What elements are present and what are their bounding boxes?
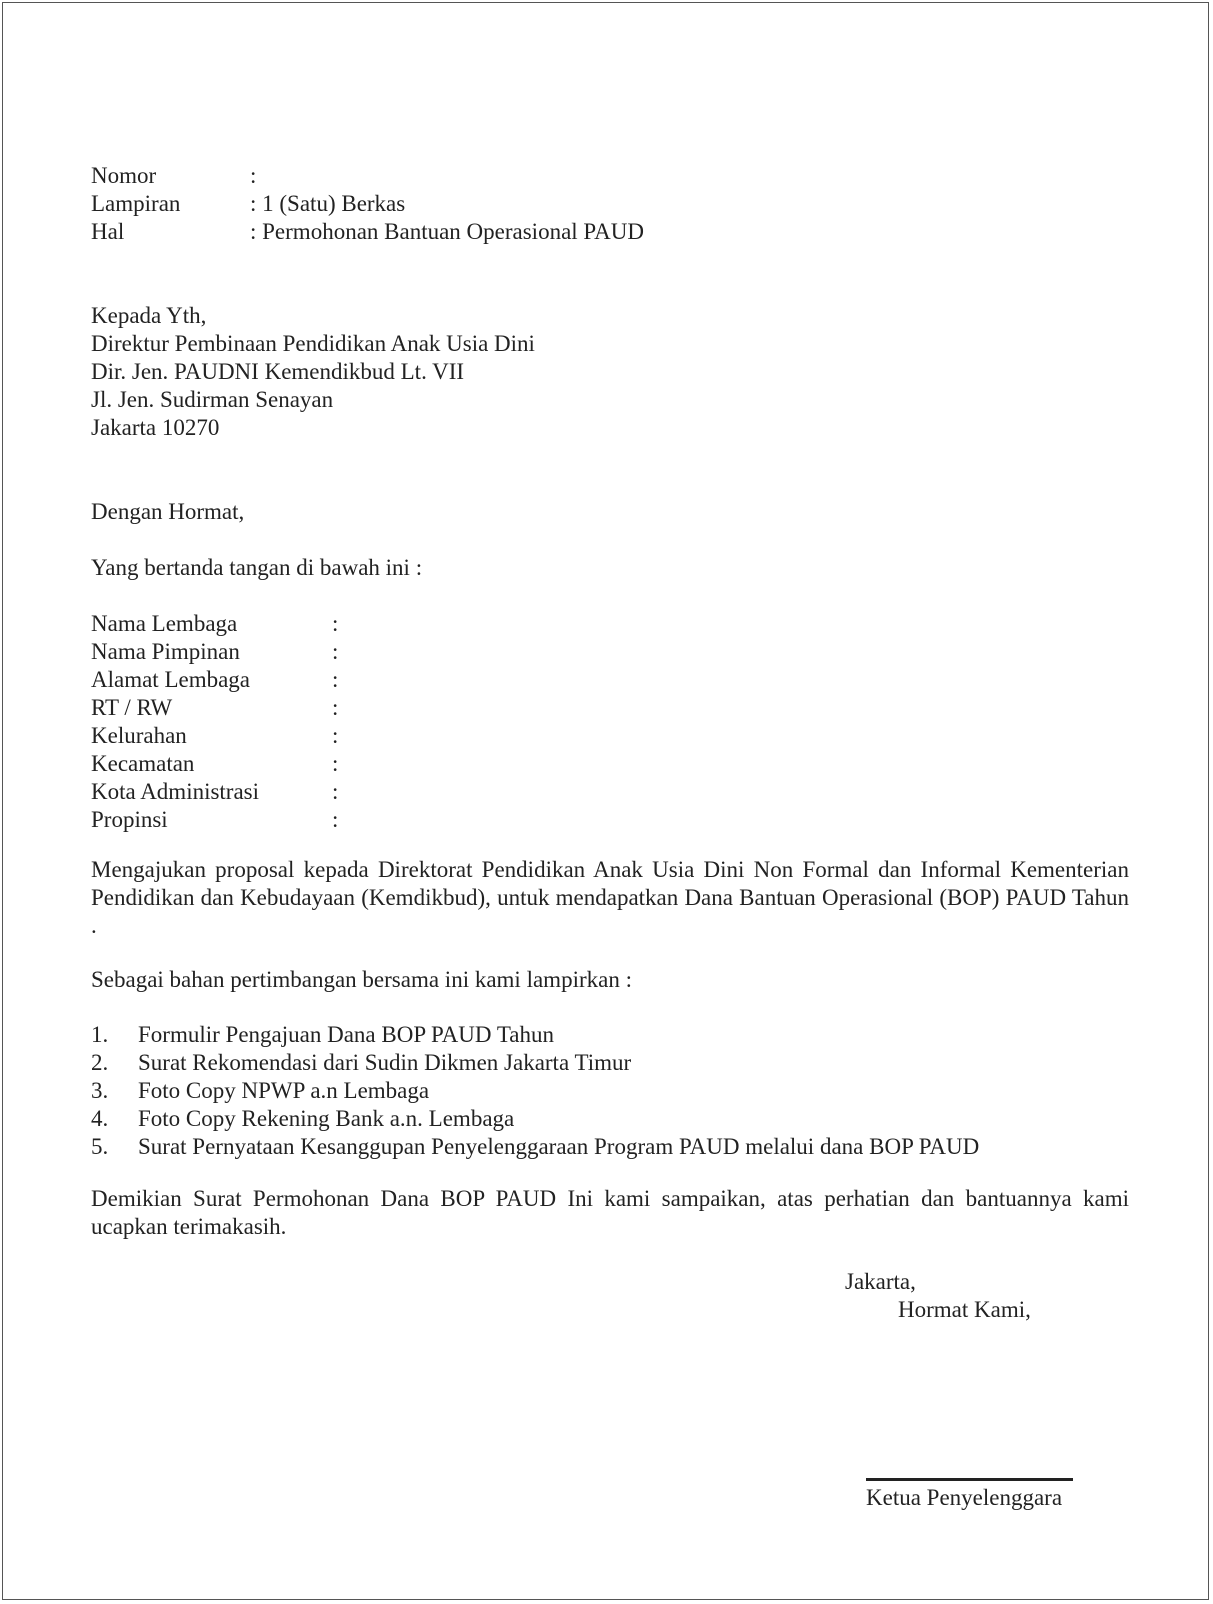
field-separator: : [332, 695, 339, 720]
field-label: Nama Lembaga [91, 611, 238, 636]
signature-line [866, 1478, 1073, 1481]
nomor-label: Nomor [91, 163, 157, 188]
list-item-text: Foto Copy NPWP a.n Lembaga [138, 1078, 430, 1103]
field-label: RT / RW [91, 695, 173, 720]
header-row-lampiran [91, 190, 644, 218]
list-item-number: 3. [91, 1078, 109, 1103]
intro-text: Yang bertanda tangan di bawah ini : [91, 555, 423, 580]
lampiran-value: : 1 (Satu) Berkas [250, 191, 406, 216]
signature-title: Ketua Penyelenggara [866, 1485, 1063, 1510]
list-item-number: 2. [91, 1050, 109, 1075]
header-row-nomor [91, 162, 644, 190]
field-separator: : [332, 807, 339, 832]
field-label: Kelurahan [91, 723, 187, 748]
field-row [91, 806, 338, 834]
list-item-number: 4. [91, 1106, 109, 1131]
letter-header [91, 162, 644, 246]
hal-label: Hal [91, 219, 125, 244]
recipient-line: Direktur Pembinaan Pendidikan Anak Usia Dini [91, 331, 535, 356]
attachments-intro: Sebagai bahan pertimbangan bersama ini kami lampirkan : [91, 967, 632, 992]
nomor-value: : [250, 163, 257, 188]
lampiran-label: Lampiran [91, 191, 181, 216]
list-item [91, 1077, 979, 1105]
hal-value: : Permohonan Bantuan Operasional PAUD [250, 219, 644, 244]
field-separator: : [332, 667, 339, 692]
field-row [91, 750, 338, 778]
field-row [91, 694, 338, 722]
signature-place: Jakarta, [845, 1269, 916, 1294]
field-separator: : [332, 611, 339, 636]
field-label: Kecamatan [91, 751, 195, 776]
list-item-text: Formulir Pengajuan Dana BOP PAUD Tahun [138, 1022, 554, 1047]
list-item [91, 1105, 979, 1133]
header-row-hal [91, 218, 644, 246]
field-row [91, 666, 338, 694]
field-separator: : [332, 723, 339, 748]
list-item [91, 1049, 979, 1077]
field-row [91, 722, 338, 750]
list-item-number: 5. [91, 1134, 109, 1159]
list-item-text: Surat Pernyataan Kesanggupan Penyelenggaraan Program PAUD melalui dana BOP PAUD [138, 1134, 980, 1159]
greeting: Dengan Hormat, [91, 499, 245, 524]
field-label: Nama Pimpinan [91, 639, 240, 664]
recipient-line: Jl. Jen. Sudirman Senayan [91, 387, 334, 412]
field-separator: : [332, 751, 339, 776]
recipient-line: Kepada Yth, [91, 303, 207, 328]
field-separator: : [332, 639, 339, 664]
closing-paragraph: Demikian Surat Permohonan Dana BOP PAUD Ini kami sampaikan, atas perhatian dan bantuannya kami ucapkan terimakasih. [91, 1186, 1129, 1239]
field-row [91, 610, 338, 638]
institution-fields [91, 610, 338, 834]
proposal-paragraph: Mengajukan proposal kepada Direktorat Pendidikan Anak Usia Dini Non Formal dan Informal Kementerian Pendidikan dan Kebudayaan (Kemdikbud), untuk mendapatkan Dana Bantuan Operasional (BOP) PAUD Tahun . [91, 857, 1187, 938]
recipient-line: Dir. Jen. PAUDNI Kemendikbud Lt. VII [91, 359, 465, 384]
field-separator: : [332, 779, 339, 804]
list-item [91, 1021, 979, 1049]
field-label: Propinsi [91, 807, 168, 832]
list-item [91, 1133, 979, 1161]
signature-regards: Hormat Kami, [898, 1297, 1031, 1322]
attachments-list [91, 1021, 979, 1161]
recipient-address [91, 302, 535, 442]
list-item-number: 1. [91, 1022, 109, 1047]
list-item-text: Foto Copy Rekening Bank a.n. Lembaga [138, 1106, 515, 1131]
field-label: Kota Administrasi [91, 779, 260, 804]
list-item-text: Surat Rekomendasi dari Sudin Dikmen Jakarta Timur [138, 1050, 632, 1075]
field-label: Alamat Lembaga [91, 667, 251, 692]
recipient-line: Jakarta 10270 [91, 415, 220, 440]
field-row [91, 638, 338, 666]
field-row [91, 778, 338, 806]
